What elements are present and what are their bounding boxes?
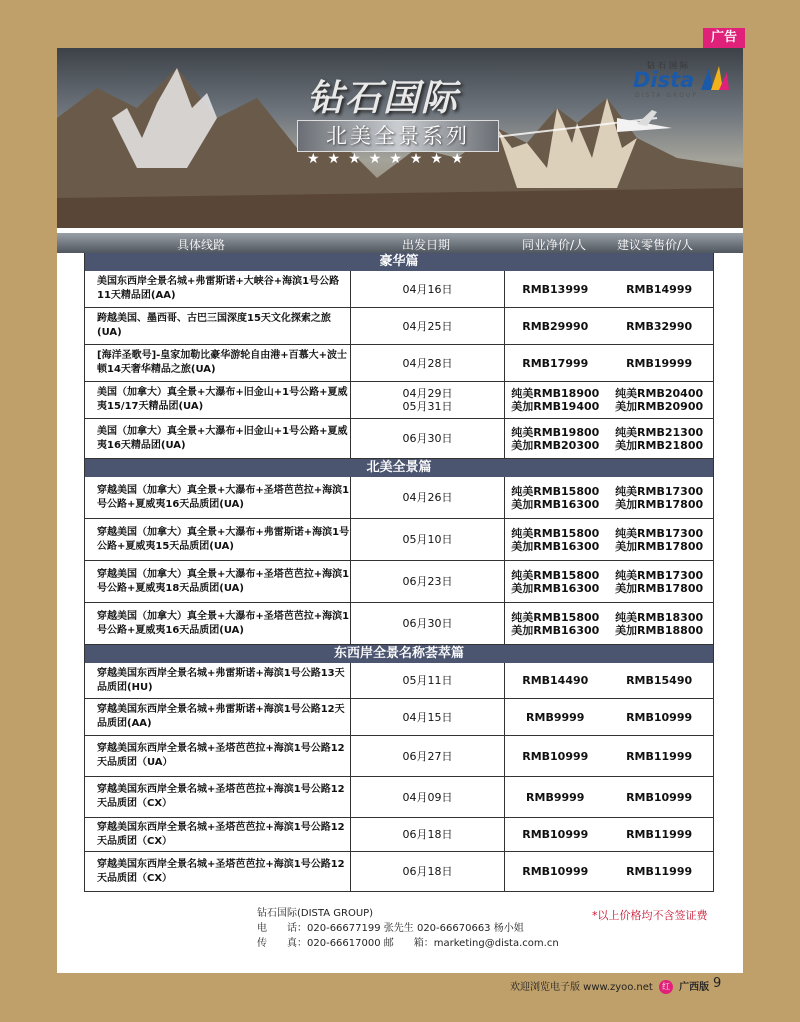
retail-price-cell: RMB15490 (626, 674, 693, 687)
net-price-cell: RMB9999 (526, 710, 585, 724)
net-price-cell: RMB29990 (522, 319, 589, 333)
header-retail-price: 建议零售价/人 (617, 238, 694, 252)
date-cell: 04月29日 05月31日 (351, 382, 506, 418)
airplane-icon (617, 110, 672, 132)
table-row (84, 477, 714, 519)
site-text: 欢迎浏览电子版 www.zyoo.net (510, 982, 653, 993)
net-price-cell: 纯美RMB15800 美加RMB16300 (511, 568, 600, 595)
date-cell: 06月18日 (351, 852, 506, 891)
date-cell: 05月10日 (351, 519, 506, 560)
retail-price-cell: RMB11999 (626, 828, 693, 841)
ad-page (57, 48, 743, 973)
retail-price-cell: 纯美RMB18300 美加RMB18800 (615, 610, 704, 637)
net-price-cell: RMB9999 (526, 790, 585, 804)
edition-label: 广西版 (679, 982, 710, 993)
retail-price-cell: RMB10999 (626, 790, 693, 804)
date-cell: 04月28日 (351, 345, 506, 381)
table-row (84, 308, 714, 345)
route-cell: 美国（加拿大）真全景+大瀑布+旧金山+1号公路+夏威夷16天精品团(UA) (85, 419, 351, 458)
date-cell: 06月23日 (351, 561, 506, 602)
header-route: 具体线路 (177, 238, 226, 252)
page-number: 9 (713, 976, 722, 991)
table-row (84, 561, 714, 603)
phone-line: 电 话：020-66677199 张先生 020-66670663 杨小姐 (257, 923, 524, 934)
logo-chinese-name: 钻石国际 (647, 61, 691, 70)
net-price-cell: RMB10999 (522, 828, 589, 841)
net-price-cell: RMB10999 (522, 749, 589, 763)
banner (57, 48, 743, 228)
header-net-price: 同业净价/人 (522, 238, 587, 252)
retail-price-cell: 纯美RMB20400 美加RMB20900 (615, 387, 704, 413)
route-cell: 穿越美国（加拿大）真全景+大瀑布+弗雷斯诺+海滨1号公路+夏威夷15天品质团(UA) (85, 519, 351, 560)
net-price-cell: RMB10999 (522, 865, 589, 878)
site-footer (510, 978, 709, 994)
route-cell: 穿越美国东西岸全景名城+圣塔芭芭拉+海滨1号公路12天品质团（CX） (85, 852, 351, 891)
retail-price-cell: RMB14999 (626, 282, 693, 296)
fax-email-line: 传 真：020-66617000 邮 箱：marketing@dista.com.cn (257, 938, 559, 949)
table-header (57, 233, 743, 253)
net-price-cell: RMB13999 (522, 282, 589, 296)
date-cell: 06月18日 (351, 818, 506, 851)
date-cell: 05月11日 (351, 663, 506, 698)
date-cell: 04月15日 (351, 699, 506, 735)
table-row (84, 663, 714, 699)
header-date: 出发日期 (402, 238, 451, 252)
logo-subtitle: DISTA GROUP (635, 92, 698, 99)
net-price-cell: 纯美RMB15800 美加RMB16300 (511, 610, 600, 637)
section-coast-to-coast: 东西岸全景名称荟萃篇 (84, 645, 714, 663)
route-cell: 穿越美国（加拿大）真全景+大瀑布+圣塔芭芭拉+海滨1号公路+夏威夷16天品质团(UA) (85, 477, 351, 518)
logo-mark-icon (699, 62, 729, 92)
table-row (84, 699, 714, 736)
route-cell: [海洋圣歌号]-皇家加勒比豪华游轮自由港+百慕大+波士顿14天奢华精品之旅(UA) (85, 345, 351, 381)
banner-subtitle: 北美全景系列 (297, 120, 499, 152)
logo-english-name: Dista (633, 68, 695, 92)
retail-price-cell: RMB10999 (626, 710, 693, 724)
banner-title: 钻石国际 (307, 78, 460, 119)
route-cell: 美国东西岸全景名城+弗雷斯诺+大峡谷+海滨1号公路11天精品团(AA) (85, 271, 351, 307)
table-row (84, 852, 714, 892)
table-row (84, 271, 714, 308)
section-luxury: 豪华篇 (84, 253, 714, 271)
date-cell: 06月30日 (351, 419, 506, 458)
visa-note: *以上价格均不含签证费 (592, 909, 708, 922)
table-row (84, 777, 714, 818)
retail-price-cell: RMB11999 (626, 749, 693, 763)
table-row (84, 818, 714, 852)
route-cell: 穿越美国东西岸全景名城+圣塔芭芭拉+海滨1号公路12天品质团（CX） (85, 777, 351, 817)
retail-price-cell: RMB32990 (626, 319, 693, 333)
net-price-cell: 纯美RMB19800 美加RMB20300 (511, 425, 600, 452)
date-cell: 06月30日 (351, 603, 506, 644)
contact-info (257, 906, 559, 951)
net-price-cell: RMB17999 (522, 356, 589, 370)
stars-decoration: ★★★★★★★★ (307, 151, 472, 167)
route-cell: 穿越美国（加拿大）真全景+大瀑布+圣塔芭芭拉+海滨1号公路+夏威夷16天品质团(UA) (85, 603, 351, 644)
route-cell: 穿越美国东西岸全景名城+圣塔芭芭拉+海滨1号公路12天品质团（UA） (85, 736, 351, 776)
route-cell: 美国（加拿大）真全景+大瀑布+旧金山+1号公路+夏威夷15/17天精品团(UA) (85, 382, 351, 418)
retail-price-cell: RMB11999 (626, 865, 693, 878)
route-cell: 跨越美国、墨西哥、古巴三国深度15天文化探索之旅(UA) (85, 308, 351, 344)
table-row (84, 419, 714, 459)
retail-price-cell: 纯美RMB17300 美加RMB17800 (615, 568, 704, 595)
table-row (84, 603, 714, 645)
route-cell: 穿越美国东西岸全景名城+圣塔芭芭拉+海滨1号公路12天品质团（CX） (85, 818, 351, 851)
dista-logo (625, 56, 737, 104)
date-cell: 04月16日 (351, 271, 506, 307)
tour-table (84, 253, 714, 892)
date-cell: 04月25日 (351, 308, 506, 344)
section-north-america: 北美全景篇 (84, 459, 714, 477)
retail-price-cell: 纯美RMB17300 美加RMB17800 (615, 484, 704, 511)
retail-price-cell: RMB19999 (626, 356, 693, 370)
retail-price-cell: 纯美RMB17300 美加RMB17800 (615, 526, 704, 553)
net-price-cell: 纯美RMB15800 美加RMB16300 (511, 526, 600, 553)
table-row (84, 736, 714, 777)
route-cell: 穿越美国东西岸全景名城+弗雷斯诺+海滨1号公路12天品质团(AA) (85, 699, 351, 735)
net-price-cell: 纯美RMB18900 美加RMB19400 (511, 387, 600, 413)
table-row (84, 519, 714, 561)
company-name: 钻石国际(DISTA GROUP) (257, 908, 374, 919)
ad-tag: 广告 (703, 28, 745, 48)
route-cell: 穿越美国（加拿大）真全景+大瀑布+圣塔芭芭拉+海滨1号公路+夏威夷18天品质团(UA) (85, 561, 351, 602)
net-price-cell: 纯美RMB15800 美加RMB16300 (511, 484, 600, 511)
route-cell: 穿越美国东西岸全景名城+弗雷斯诺+海滨1号公路13天品质团(HU) (85, 663, 351, 698)
red-circle-icon: 红 (659, 980, 673, 994)
net-price-cell: RMB14490 (522, 674, 589, 687)
date-cell: 04月09日 (351, 777, 506, 817)
table-row (84, 345, 714, 382)
retail-price-cell: 纯美RMB21300 美加RMB21800 (615, 425, 704, 452)
date-cell: 06月27日 (351, 736, 506, 776)
table-row (84, 382, 714, 419)
date-cell: 04月26日 (351, 477, 506, 518)
